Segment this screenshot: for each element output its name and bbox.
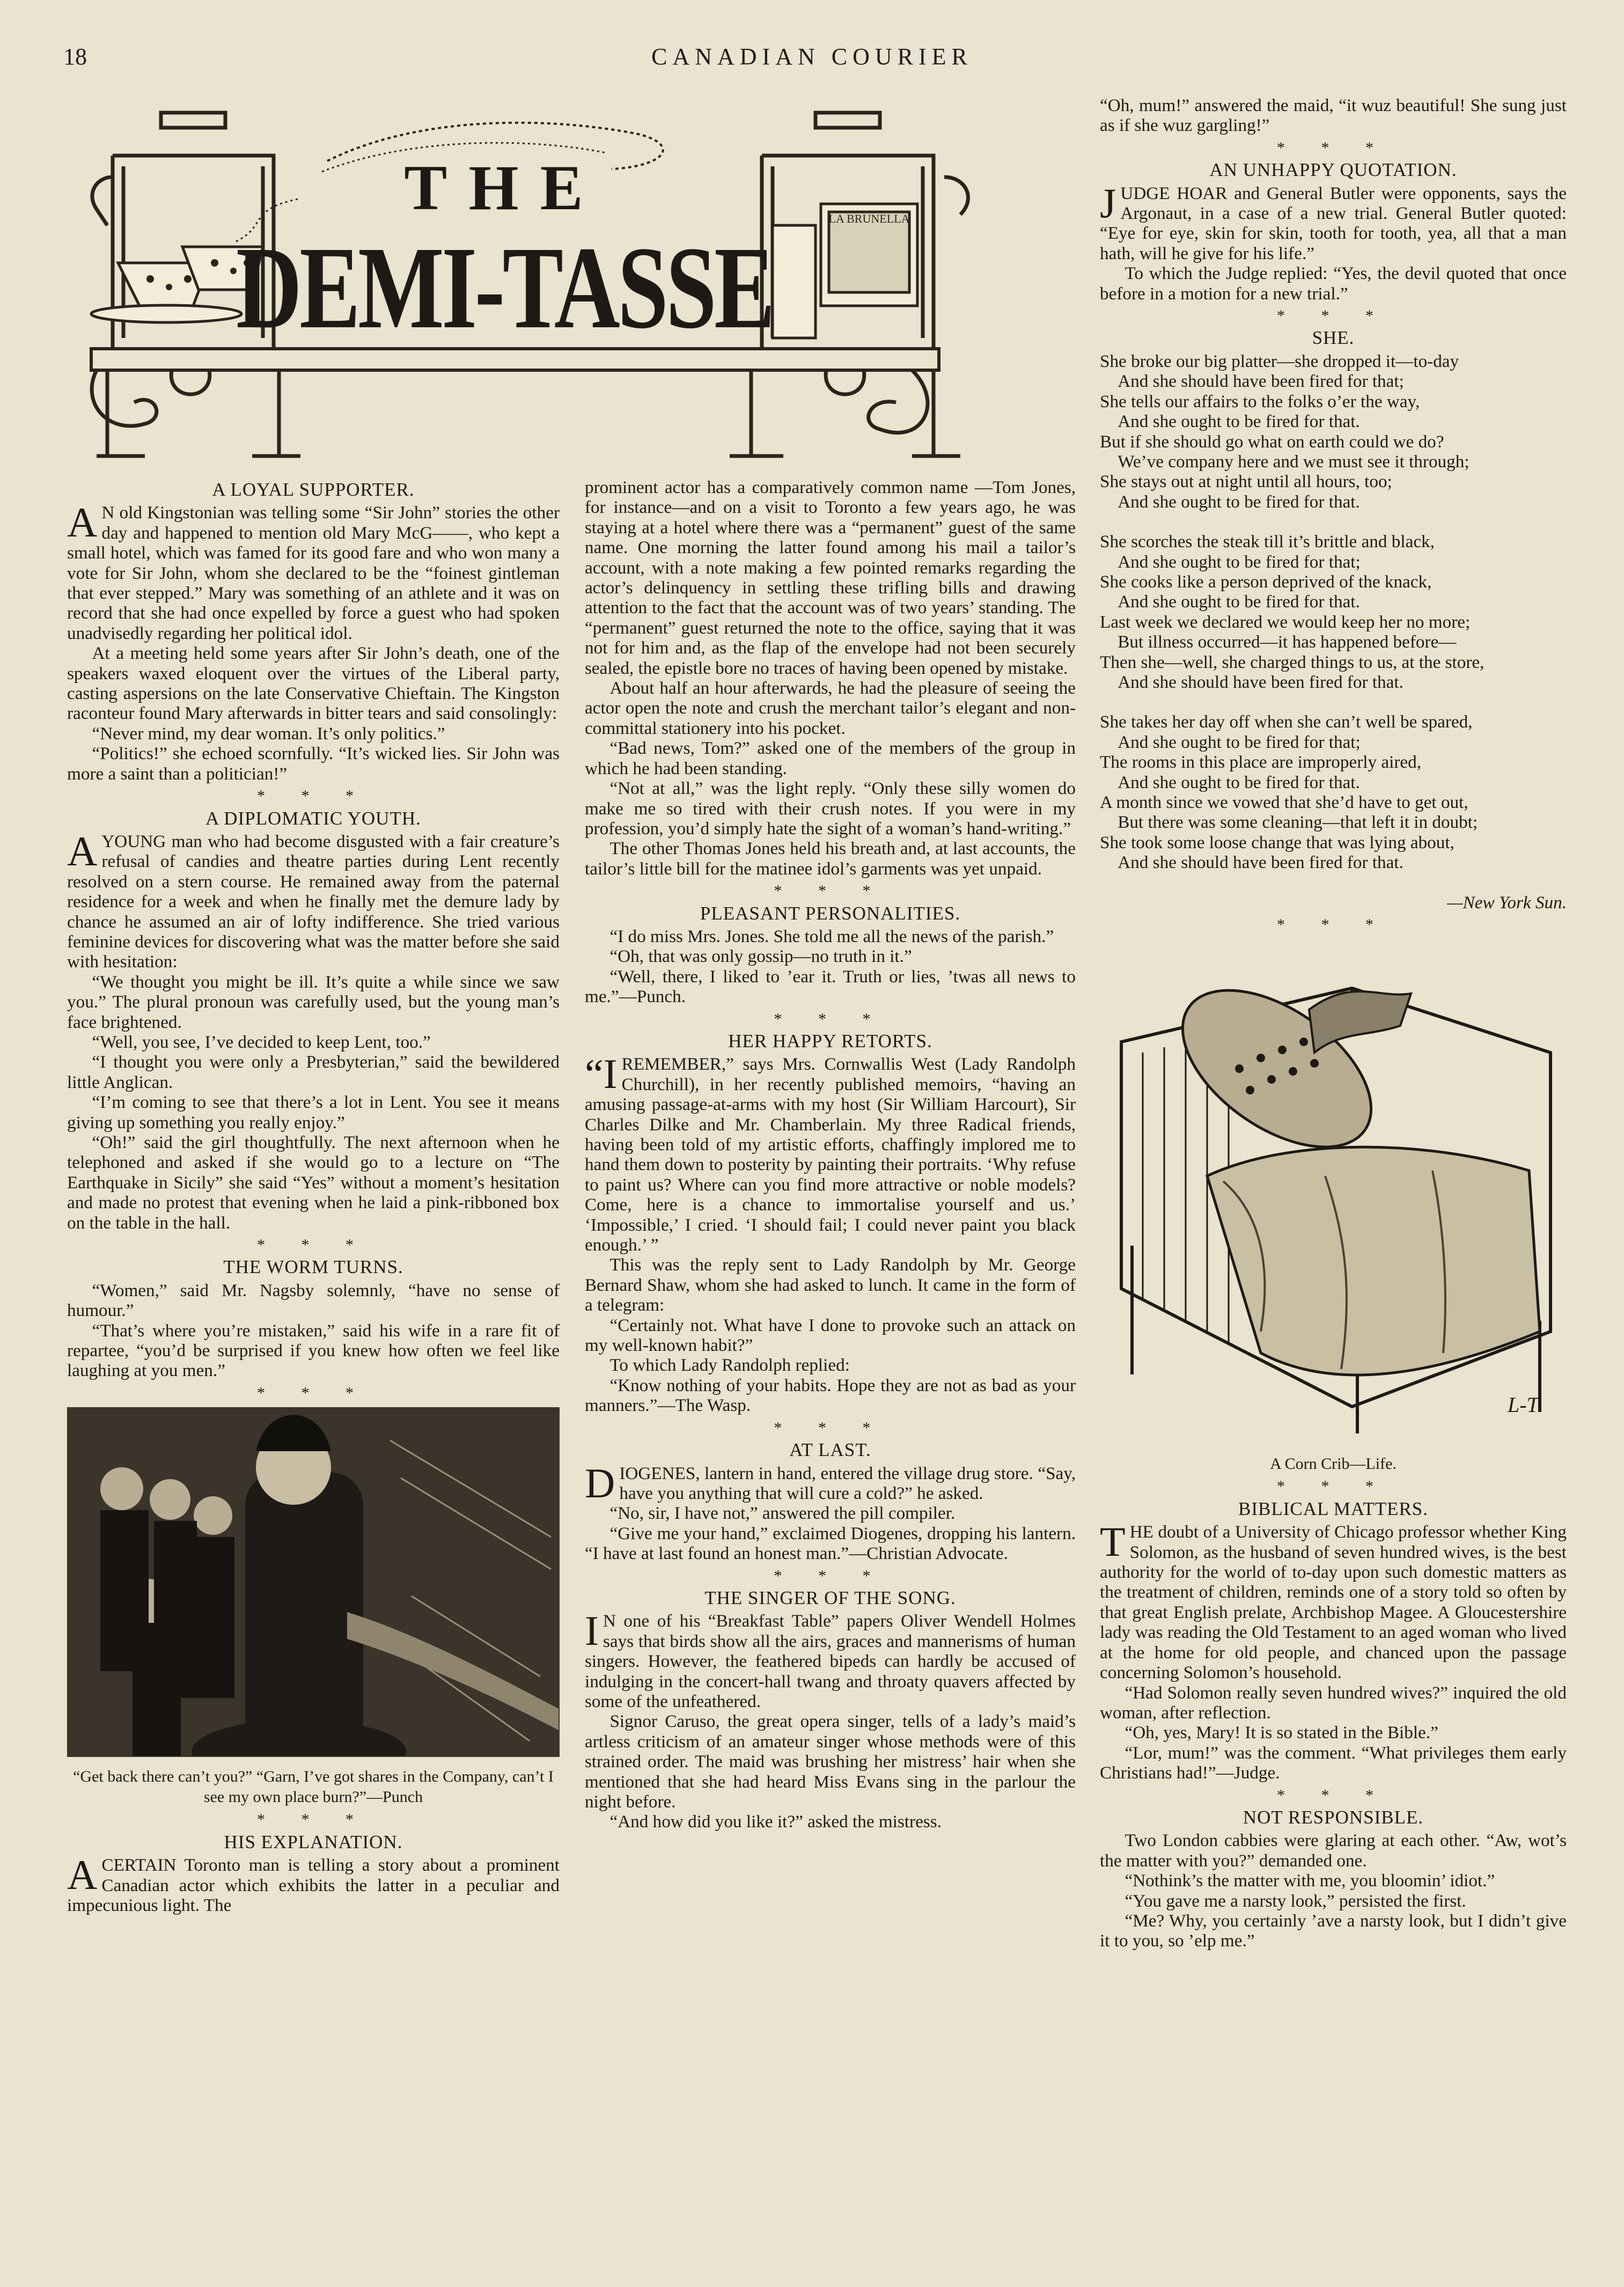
article-paragraph: The other Thomas Jones held his breath and, at last accounts, the tailor’s little bill for the matinee idol’s garments was yet unpaid.: [585, 839, 1076, 879]
paragraph-text: REMEMBER,” says Mrs. Cornwallis West (Lady Randolph Churchill), in her recently published memoirs, “having an amusing passage-at-arms with my host (Sir William Harcourt), Sir Charles Dilke and Mr. Chamberlain. My three Radical friends, having been told of my artistic efforts, chaffingly implored me to hand them down to posterity by painting their portraits. ‘Why refuse to paint us? Where can you find more attractive or noble models? Come, here is a chance to immortalise yourself and us.’ ‘Impossible,’ I cried. ‘I should fail; I could never paint you black enough.’ ”: [585, 1054, 1076, 1255]
poem-line: A month since we vowed that she’d have to get out,: [1100, 792, 1468, 812]
paragraph-text: UDGE HOAR and General Butler were opponents, says the Argonaut, in a case of a new trial. General Butler quoted: “Eye for eye, skin for skin, tooth for tooth, yea, all that a man hath, will he give for his life.”: [1100, 183, 1567, 263]
poem-line: Last week we declared we would keep her no more;: [1100, 612, 1471, 632]
column-middle: [585, 477, 1076, 1832]
separator: * * *: [257, 1236, 370, 1254]
article-paragraph: To which Lady Randolph replied:: [609, 1355, 850, 1376]
article-paragraph: “Oh, that was only gossip—no truth in it.”: [609, 946, 912, 967]
separator: * * *: [257, 1384, 370, 1402]
article-paragraph: prominent actor has a comparatively common name —Tom Jones, for instance—and on a visit to Toronto a few years ago, he was staying at a hotel where there was a “permanent” guest of the same name. One morning the latter found among his mail a tailor’s account, with a note making a few pointed remarks regarding the actor’s delinquency in settling these trifling bills and drawing attention to the fact that the account was of two years’ standing. The “permanent” guest returned the note to the office, saying that it was not for him and, as the flap of the envelope had not been securely sealed, the epistle bore no traces of having been opened by mistake.: [585, 477, 1076, 678]
poem-line: And she ought to be fired for that;: [1118, 732, 1361, 752]
article-paragraph: “That’s where you’re mistaken,” said his wife in a rare fit of repartee, “you’d be surprised if you knew how often we feel like laughing at you men.”: [67, 1320, 560, 1381]
article-heading: A DIPLOMATIC YOUTH.: [205, 807, 421, 829]
article-paragraph: “And how did you like it?” asked the mistress.: [609, 1812, 942, 1832]
drop-cap: A: [67, 1851, 98, 1899]
column-left-articles: [67, 480, 560, 1381]
separator: * * *: [774, 1418, 887, 1437]
poem-line: But if she should go what on earth could we do?: [1100, 431, 1444, 452]
poem-line: The rooms in this place are improperly aired,: [1100, 752, 1422, 773]
poem-line: And she should have been fired for that.: [1118, 852, 1403, 873]
article-paragraph: “Well, you see, I’ve decided to keep Lent, too.”: [92, 1032, 431, 1052]
separator: * * *: [1277, 916, 1390, 934]
drop-cap: “I: [585, 1050, 618, 1098]
poem-line: She takes her day off when she can’t well be spared,: [1100, 712, 1473, 732]
drop-cap: A: [67, 827, 98, 874]
article-paragraph: This was the reply sent to Lady Randolph by Mr. George Bernard Shaw, whom she had asked to lunch. It came in the form of a telegram:: [585, 1255, 1076, 1315]
column-left: [67, 477, 560, 1915]
article-paragraph: “You gave me a narsty look,” persisted the first.: [1125, 1891, 1466, 1911]
article-paragraph: To which the Judge replied: “Yes, the devil quoted that once before in a motion for a new trial.”: [1100, 263, 1567, 304]
article-paragraph: “I thought you were only a Presbyterian,” said the bewildered little Anglican.: [67, 1052, 560, 1092]
article-paragraph: [67, 499, 560, 643]
column-right: [1100, 95, 1567, 1951]
poem-line: And she should have been fired for that;: [1118, 371, 1404, 392]
poem-source: —New York Sun.: [1447, 892, 1567, 913]
paragraph-text: CERTAIN Toronto man is telling a story about a prominent Canadian actor which exhibits the latter in a peculiar and impecunious light. The: [67, 1855, 560, 1915]
article-paragraph: “Certainly not. What have I done to provoke such an attack on my well-known habit?”: [585, 1315, 1076, 1356]
article-heading: NOT RESPONSIBLE.: [1243, 1806, 1424, 1828]
separator: * * *: [1277, 1477, 1390, 1496]
article-paragraph: “Nothink’s the matter with me, you bloomin’ idiot.”: [1125, 1871, 1495, 1891]
separator: * * *: [1277, 307, 1390, 325]
poem-line: And she ought to be fired for that.: [1118, 592, 1360, 612]
article-paragraph: [585, 1459, 1076, 1506]
demi-tasse-banner: [75, 102, 1094, 467]
article-paragraph: “Oh, yes, Mary! It is so stated in the Bible.”: [1125, 1723, 1438, 1743]
paragraph-text: HE doubt of a University of Chicago professor whether King Solomon, as the husband of seven hundred wives, is the best authority for the world of to-day upon such domestic matters as the treatment of children, reminds one of a story told so often by that great English prelate, Archbishop Magee. A Gloucestershire lady was reading the Old Testament to an aged woman who lived at the home for old people, and chanced upon the passage concerning Solomon’s household.: [1100, 1522, 1567, 1683]
paragraph-text: YOUNG man who had become disgusted with a fair creature’s refusal of candies and theatre parties during Lent recently resolved on a stern course. He remained away from the paternal residence for a week and when he finally met the demure lady by chance he assumed an air of lofty indifference. She tried various feminine devices for discovering what was the matter before she said with hesitation:: [67, 831, 560, 972]
poem-line: She broke our big platter—she dropped it—to-day: [1100, 351, 1459, 371]
article-paragraph: “Lor, mum!” was the comment. “What privileges them early Christians had!”—Judge.: [1100, 1742, 1567, 1783]
column-middle-articles: [585, 477, 1076, 1832]
article-paragraph: “Not at all,” was the light reply. “Only these silly women do make me so tired with their crush notes. If you were in my profession, you’d simply hate the sight of a woman’s hand-writing.”: [585, 778, 1076, 839]
article-paragraph: “Oh, mum!” answered the maid, “it wuz beautiful! She sung just as if she wuz gargling!”: [1100, 95, 1567, 136]
poem-stanza: [1100, 532, 1567, 692]
article-heading: BIBLICAL MATTERS.: [1238, 1498, 1429, 1519]
article-paragraph: Signor Caruso, the great opera singer, tells of a lady’s maid’s artless criticism of an amateur singer whose methods were of this strained order. The maid was brushing her mistress’ hair when she mentioned that she had heard Miss Evans sing in the parlour the night before.: [585, 1711, 1076, 1812]
poem-she: [1100, 351, 1567, 873]
drop-cap: D: [585, 1459, 615, 1506]
separator: * * *: [774, 1567, 887, 1585]
article-heading: AT LAST.: [789, 1439, 871, 1461]
column-right-articles-bottom: [1100, 1499, 1567, 1951]
article-paragraph: [585, 1050, 1076, 1255]
separator: * * *: [774, 882, 887, 900]
article-heading: AN UNHAPPY QUOTATION.: [1209, 159, 1457, 181]
poem-title: SHE.: [1312, 327, 1355, 349]
separator: * * *: [1277, 1786, 1390, 1804]
article-paragraph: “Women,” said Mr. Nagsby solemnly, “have no sense of humour.”: [67, 1280, 560, 1321]
article-heading: HIS EXPLANATION.: [224, 1831, 403, 1852]
poem-stanza: [1100, 712, 1567, 872]
corn-crib-illustration: [1100, 945, 1567, 1444]
article-paragraph: “Had Solomon really seven hundred wives?” inquired the old woman, after reflection.: [1100, 1682, 1567, 1723]
article-paragraph: “Oh!” said the girl thoughtfully. The next afternoon when he telephoned and asked if she would go to a lecture on “The Earthquake in Sicily” she said “Yes” without a moment’s hesitation and made no protest that evening when he laid a pink-ribboned box on the table in the hall.: [67, 1133, 560, 1233]
article-paragraph: “No, sir, I have not,” answered the pill compiler.: [609, 1503, 956, 1524]
poem-stanza: [1100, 351, 1567, 512]
article-heading: A LOYAL SUPPORTER.: [212, 479, 415, 500]
poem-line: She took some loose change that was lying about,: [1100, 832, 1454, 852]
poem-line: And she ought to be fired for that.: [1118, 411, 1360, 432]
separator: * * *: [1277, 138, 1390, 157]
paragraph-text: N old Kingstonian was telling some “Sir John” stories the other day and happened to mention old Mary McG——, who kept a small hotel, which was famed for its good fare and who won many a vote for Sir John, whom she declared to be the “foinest gintleman that ever stepped.” Mary was something of an athlete and it was on record that she had once expelled by force a guest who had spoken unadvisedly regarding her political idol.: [67, 503, 560, 643]
article-heading: THE WORM TURNS.: [223, 1256, 403, 1278]
paragraph-text: N one of his “Breakfast Table” papers Oliver Wendell Holmes says that birds show all the airs, graces and mannerisms of human singers. However, the feathered bipeds can hardly be accused of indulging in the concert-hall twang and throaty quavers affected by some of the unfeathered.: [585, 1611, 1076, 1711]
drop-cap: A: [67, 499, 98, 546]
article-paragraph: Two London cabbies were glaring at each other. “Aw, wot’s the matter with you?” demanded one.: [1100, 1830, 1567, 1871]
poem-line: And she should have been fired for that.: [1118, 672, 1403, 692]
page-number: 18: [63, 43, 87, 70]
poem-line: She scorches the steak till it’s brittle and black,: [1100, 532, 1435, 552]
poem-line: But there was some cleaning—that left it in doubt;: [1118, 812, 1478, 833]
corn-crib-caption: A Corn Crib—Life.: [1270, 1455, 1397, 1473]
paragraph-text: IOGENES, lantern in hand, entered the village drug store. “Say, have you anything that will cure a cold?” he asked.: [619, 1463, 1076, 1503]
article-paragraph: “I do miss Mrs. Jones. She told me all the news of the parish.”: [609, 926, 1054, 946]
article-heading: HER HAPPY RETORTS.: [728, 1030, 932, 1051]
article-paragraph: “Politics!” she echoed scornfully. “It’s wicked lies. Sir John was more a saint than a politician!”: [67, 744, 560, 784]
poem-line: And she ought to be fired for that.: [1118, 491, 1360, 512]
article-paragraph: [67, 827, 560, 972]
column-left-articles-bottom: [67, 1832, 560, 1916]
article-paragraph: “Me? Why, you certainly ’ave a narsty look, but I didn’t give it to you, so ’elp me.”: [1100, 1910, 1567, 1951]
drop-cap: T: [1100, 1518, 1126, 1565]
article-heading: THE SINGER OF THE SONG.: [704, 1587, 956, 1608]
banner-word-the: THE: [404, 152, 605, 223]
poem-line: We’ve company here and we must see it through;: [1118, 451, 1469, 472]
drop-cap: J: [1100, 179, 1116, 226]
article-paragraph: [1100, 1518, 1567, 1683]
poem-line: Then she—well, she charged things to us, at the store,: [1100, 652, 1485, 672]
separator: * * *: [257, 787, 370, 805]
separator: * * *: [774, 1010, 887, 1028]
article-paragraph: [67, 1851, 560, 1915]
banner-word-demi-tasse: DEMI-TASSE: [236, 222, 773, 353]
article-paragraph: [1100, 179, 1567, 264]
corn-crib-signature: L-T: [1508, 1393, 1539, 1417]
article-paragraph: “Bad news, Tom?” asked one of the members of the group in which he had been standing.: [585, 738, 1076, 778]
poem-line: And she ought to be fired for that;: [1118, 551, 1361, 572]
article-paragraph: “Well, there, I liked to ’ear it. Truth or lies, ’twas all news to me.”—Punch.: [585, 966, 1076, 1007]
drop-cap: I: [585, 1607, 599, 1654]
article-heading: PLEASANT PERSONALITIES.: [700, 902, 961, 924]
running-head: CANADIAN COURIER: [651, 43, 973, 70]
column-right-articles: [1100, 95, 1567, 304]
poem-line: But illness occurred—it has happened before—: [1118, 632, 1457, 652]
article-paragraph: At a meeting held some years after Sir John’s death, one of the speakers waxed eloquent over the virtues of the Liberal party, casting aspersions on the late Conservative Chieftain. The Kingston raconteur found Mary afterwards in bitter tears and said consolingly:: [67, 643, 560, 724]
poem-line: And she ought to be fired for that.: [1118, 772, 1360, 792]
police-cartoon-illustration: [67, 1407, 560, 1757]
police-cartoon-caption: “Get back there can’t you?” “Garn, I’ve got shares in the Company, can’t I see my own place burn?”—Punch: [73, 1768, 554, 1806]
article-paragraph: “Know nothing of your habits. Hope they are not as bad as your manners.”—The Wasp.: [585, 1375, 1076, 1416]
poem-line: She stays out at night until all hours, too;: [1100, 472, 1392, 492]
article-paragraph: “I’m coming to see that there’s a lot in Lent. You see it means giving up something you really enjoy.”: [67, 1092, 560, 1133]
article-paragraph: “We thought you might be ill. It’s quite a while since we saw you.” The plural pronoun was carefully used, but the young man’s face brightened.: [67, 972, 560, 1032]
article-paragraph: “Never mind, my dear woman. It’s only politics.”: [92, 723, 445, 744]
article-paragraph: [585, 1607, 1076, 1711]
poem-line: She cooks like a person deprived of the knack,: [1100, 571, 1432, 592]
poem-line: She tells our affairs to the folks o’er the way,: [1100, 391, 1420, 411]
separator: * * *: [257, 1811, 370, 1829]
box-label: LA BRUNELLA: [828, 212, 910, 225]
article-paragraph: About half an hour afterwards, he had the pleasure of seeing the actor open the note and crush the merchant tailor’s elegant and non-committal stationery into his pocket.: [585, 678, 1076, 738]
article-paragraph: “Give me your hand,” exclaimed Diogenes, dropping his lantern. “I have at last found an honest man.”—Christian Advocate.: [585, 1523, 1076, 1564]
